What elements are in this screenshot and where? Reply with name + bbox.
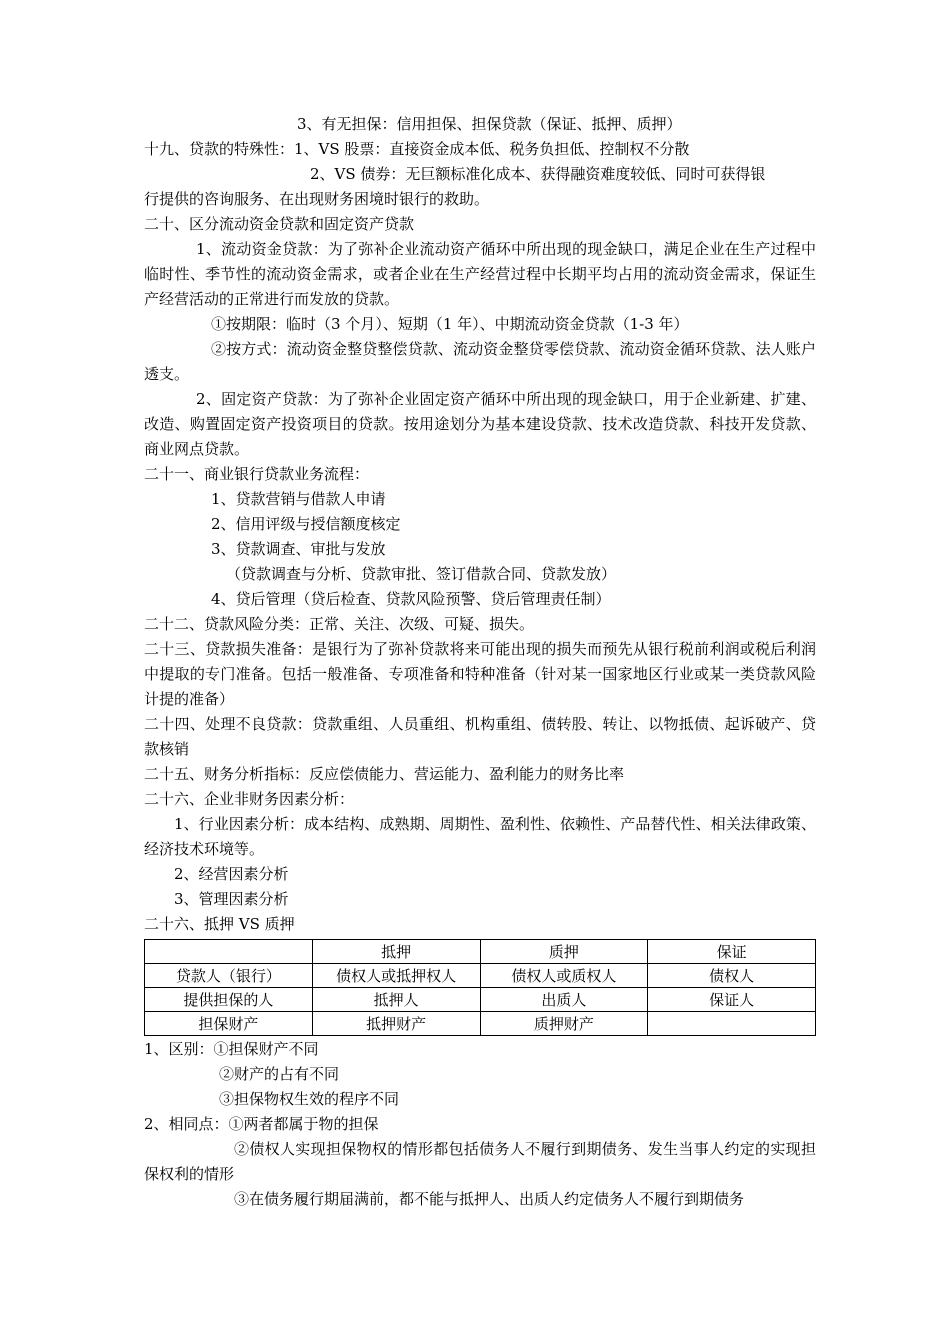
section-heading: 二十六、企业非财务因素分析： <box>144 790 355 808</box>
paragraph: ②按方式：流动资金整贷整偿贷款、流动资金整贷零偿贷款、流动资金循环贷款、法人账户透支。 <box>144 340 816 383</box>
comparison-table <box>144 939 816 1036</box>
text-line: ①按期限：临时（3 个月）、短期（1 年）、中期流动资金贷款（1-3 年） <box>211 315 689 333</box>
table-cell: 质押 <box>480 940 648 964</box>
section-heading: 二十六、抵押 VS 质押 <box>144 915 295 933</box>
section-heading: 二十五、财务分析指标：反应偿债能力、营运能力、盈利能力的财务比率 <box>144 765 625 783</box>
table-cell: 贷款人（银行） <box>145 964 313 988</box>
paragraph: 2、固定资产贷款：为了弥补企业固定资产循环中所出现的现金缺口，用于企业新建、扩建、改造、购置固定资产投资项目的贷款。按用途划分为基本建设贷款、技术改造贷款、科技开发贷款、商业网点贷款。 <box>144 390 816 458</box>
section-heading: 二十、区分流动资金贷款和固定资产贷款 <box>144 215 415 233</box>
table-cell: 抵押人 <box>312 988 480 1012</box>
table-cell: 抵押财产 <box>312 1012 480 1036</box>
table-row <box>145 964 816 988</box>
table-cell: 质押财产 <box>480 1012 648 1036</box>
table-cell: 出质人 <box>480 988 648 1012</box>
paragraph: 二十四、处理不良贷款：贷款重组、人员重组、机构重组、债转股、转让、以物抵债、起诉破产、贷款核销 <box>144 715 816 758</box>
table-cell: 债权人 <box>648 964 816 988</box>
section-heading: 二十一、商业银行贷款业务流程： <box>144 465 370 483</box>
table-cell: 债权人或质权人 <box>480 964 648 988</box>
table-row <box>145 1012 816 1036</box>
list-item: ③担保物权生效的程序不同 <box>219 1090 400 1108</box>
list-item: （贷款调查与分析、贷款审批、签订借款合同、贷款发放） <box>226 565 617 583</box>
paragraph: 二十三、贷款损失准备：是银行为了弥补贷款将来可能出现的损失而预先从银行税前利润或税后利润中提取的专门准备。包括一般准备、专项准备和特种准备（针对某一国家地区行业或某一类贷款风险计提的准备） <box>144 640 816 708</box>
list-item: 3、管理因素分析 <box>174 890 289 908</box>
list-item: 2、相同点：①两者都属于物的担保 <box>144 1115 379 1133</box>
table-cell: 担保财产 <box>145 1012 313 1036</box>
paragraph: ②债权人实现担保物权的情形都包括债务人不履行到期债务、发生当事人约定的实现担保权利的情形 <box>144 1140 816 1183</box>
table-header-row <box>145 940 816 964</box>
text-line: ③在债务履行期届满前，都不能与抵押人、出质人约定债务人不履行到期债务 <box>234 1190 745 1208</box>
list-item: 2、经营因素分析 <box>174 865 289 883</box>
table-cell: 保证 <box>648 940 816 964</box>
list-item: 1、区别：①担保财产不同 <box>144 1040 319 1058</box>
list-item: 2、信用评级与授信额度核定 <box>211 515 401 533</box>
text-line: 行提供的咨询服务、在出现财务困境时银行的救助。 <box>144 190 490 208</box>
table-cell <box>145 940 313 964</box>
text-line: 3、有无担保：信用担保、担保贷款（保证、抵押、质押） <box>297 115 682 133</box>
section-heading: 十九、贷款的特殊性：1、VS 股票：直接资金成本低、税务负担低、控制权不分散 <box>144 140 690 158</box>
list-item: 4、贷后管理（贷后检查、贷款风险预警、贷后管理责任制） <box>211 590 611 608</box>
list-item: 1、贷款营销与借款人申请 <box>211 490 386 508</box>
paragraph: 1、行业因素分析：成本结构、成熟期、周期性、盈利性、依赖性、产品替代性、相关法律政策、经济技术环境等。 <box>144 815 816 858</box>
list-item: 3、贷款调查、审批与发放 <box>211 540 386 558</box>
table-cell: 债权人或抵押权人 <box>312 964 480 988</box>
table-cell: 提供担保的人 <box>145 988 313 1012</box>
document-page <box>144 112 816 1212</box>
text-line: 2、VS 债券：无巨额标准化成本、获得融资难度较低、同时可获得银 <box>310 165 766 183</box>
paragraph: 1、流动资金贷款：为了弥补企业流动资产循环中所出现的现金缺口，满足企业在生产过程中临时性、季节性的流动资金需求，或者企业在生产经营过程中长期平均占用的流动资金需求，保证生产经营活动的正常进行而发放的贷款。 <box>144 240 816 308</box>
section-heading: 二十二、贷款风险分类：正常、关注、次级、可疑、损失。 <box>144 615 535 633</box>
list-item: ②财产的占有不同 <box>219 1065 340 1083</box>
table-cell <box>648 1012 816 1036</box>
table-row <box>145 988 816 1012</box>
table-cell: 抵押 <box>312 940 480 964</box>
table-cell: 保证人 <box>648 988 816 1012</box>
